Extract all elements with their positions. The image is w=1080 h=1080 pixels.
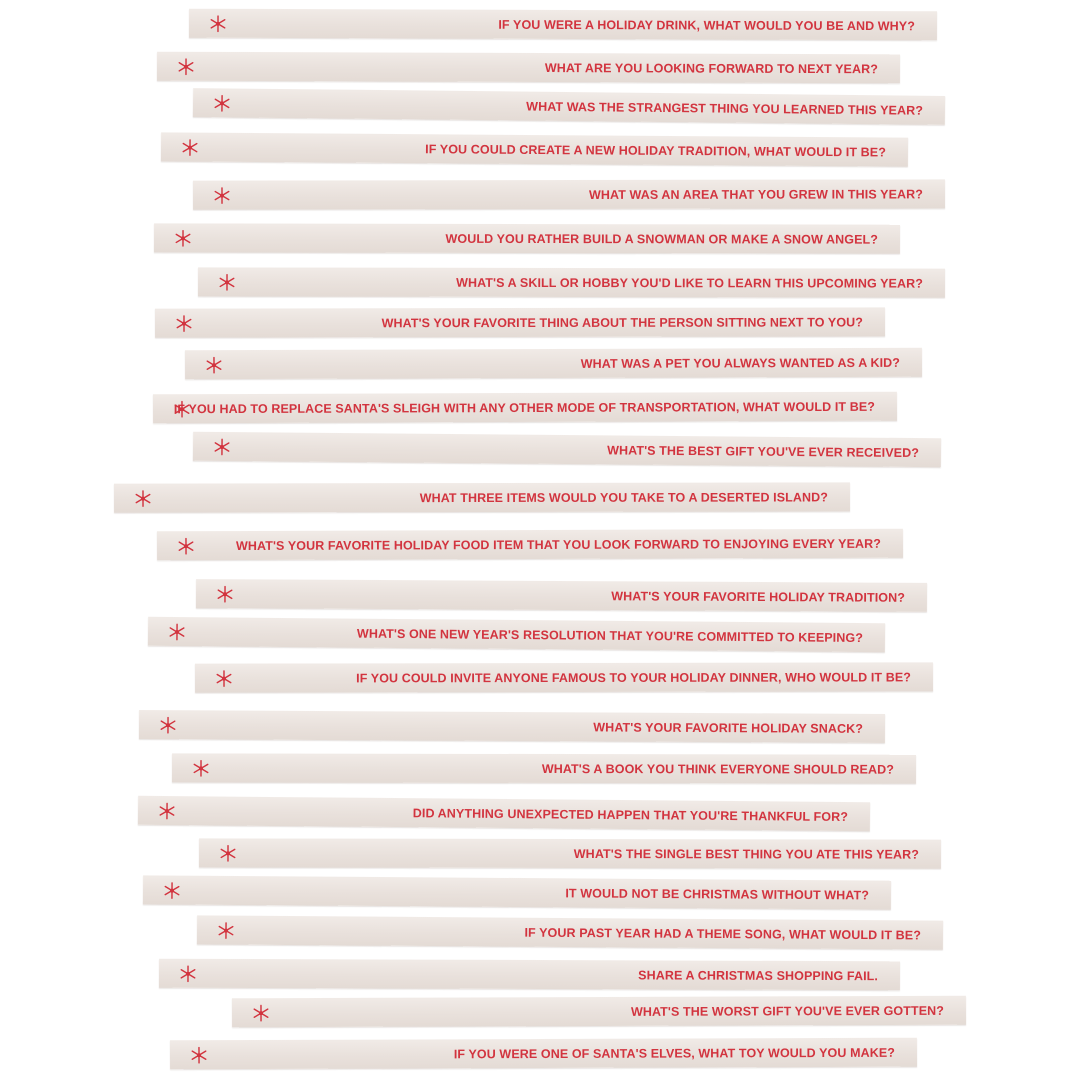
- sparkle-star-icon: [179, 964, 197, 982]
- question-strip: [189, 9, 937, 41]
- question-text: SHARE A CHRISTMAS SHOPPING FAIL.: [638, 967, 879, 983]
- sparkle-star-icon: [174, 229, 192, 247]
- question-text: IF YOU WERE A HOLIDAY DRINK, WHAT WOULD YOU BE AND WHY?: [498, 17, 916, 33]
- sparkle-star-icon: [168, 622, 186, 640]
- question-strip: [157, 52, 900, 84]
- question-text: WHAT'S THE BEST GIFT YOU'VE EVER RECEIVED?: [607, 442, 920, 460]
- sparkle-star-icon: [159, 716, 177, 734]
- question-text: WHAT'S YOUR FAVORITE HOLIDAY SNACK?: [593, 719, 864, 736]
- question-text: WHAT'S YOUR FAVORITE HOLIDAY FOOD ITEM THAT YOU LOOK FORWARD TO ENJOYING EVERY YEAR?: [235, 536, 882, 553]
- question-strip: [153, 392, 897, 424]
- question-text: IT WOULD NOT BE CHRISTMAS WITHOUT WHAT?: [565, 885, 870, 902]
- question-text: IF YOU COULD CREATE A NEW HOLIDAY TRADITION, WHAT WOULD IT BE?: [425, 141, 887, 159]
- question-text: WHAT'S THE WORST GIFT YOU'VE EVER GOTTEN?: [630, 1003, 945, 1019]
- question-strip: [199, 838, 941, 868]
- question-strip: [154, 223, 900, 253]
- question-strip: [161, 132, 908, 166]
- question-strip: [198, 267, 945, 297]
- question-text: WHAT'S ONE NEW YEAR'S RESOLUTION THAT YOU'RE COMMITTED TO KEEPING?: [356, 626, 864, 645]
- sparkle-star-icon: [158, 801, 176, 819]
- sparkle-star-icon: [177, 57, 195, 75]
- question-strip: [157, 529, 903, 561]
- question-strip: [143, 875, 891, 909]
- question-text: WHAT WAS AN AREA THAT YOU GREW IN THIS YEAR?: [588, 186, 924, 202]
- question-strip: [193, 179, 945, 209]
- sparkle-star-icon: [252, 1004, 270, 1022]
- question-strip: [193, 432, 941, 468]
- question-strip: [170, 1038, 917, 1070]
- question-text: DID ANYTHING UNEXPECTED HAPPEN THAT YOU'RE THANKFUL FOR?: [412, 805, 849, 824]
- question-text: WHAT'S A SKILL OR HOBBY YOU'D LIKE TO LEARN THIS UPCOMING YEAR?: [456, 275, 924, 291]
- question-text: IF YOUR PAST YEAR HAD A THEME SONG, WHAT WOULD IT BE?: [524, 925, 922, 942]
- question-strip: [195, 662, 933, 692]
- sparkle-star-icon: [181, 138, 199, 156]
- question-text: WHAT'S YOUR FAVORITE THING ABOUT THE PERSON SITTING NEXT TO YOU?: [381, 314, 864, 330]
- sparkle-star-icon: [213, 186, 231, 204]
- question-text: WHAT'S YOUR FAVORITE HOLIDAY TRADITION?: [611, 588, 906, 605]
- question-text: WHAT'S THE SINGLE BEST THING YOU ATE THIS YEAR?: [573, 846, 920, 862]
- sparkle-star-icon: [205, 356, 223, 374]
- sparkle-star-icon: [175, 314, 193, 332]
- question-text: WHAT'S A BOOK YOU THINK EVERYONE SHOULD READ?: [541, 761, 895, 777]
- question-strip: [138, 796, 870, 831]
- question-text: IF YOU HAD TO REPLACE SANTA'S SLEIGH WITH ANY OTHER MODE OF TRANSPORTATION, WHAT WOULD IT BE?: [173, 399, 876, 416]
- sparkle-star-icon: [134, 489, 152, 507]
- question-text: IF YOU COULD INVITE ANYONE FAMOUS TO YOUR HOLIDAY DINNER, WHO WOULD IT BE?: [356, 669, 912, 685]
- question-text: WHAT WAS A PET YOU ALWAYS WANTED AS A KID?: [580, 355, 901, 371]
- sparkle-star-icon: [213, 437, 231, 455]
- question-strip: [139, 710, 885, 743]
- sparkle-star-icon: [215, 669, 233, 687]
- question-strip: [232, 996, 966, 1028]
- sparkle-star-icon: [192, 759, 210, 777]
- question-strip: [197, 915, 943, 949]
- question-text: WHAT WAS THE STRANGEST THING YOU LEARNED THIS YEAR?: [526, 99, 924, 118]
- sparkle-star-icon: [177, 537, 195, 555]
- question-strip: [193, 88, 945, 125]
- sparkle-star-icon: [218, 273, 236, 291]
- sparkle-star-icon: [209, 14, 227, 32]
- sparkle-star-icon: [190, 1046, 208, 1064]
- question-text: IF YOU WERE ONE OF SANTA'S ELVES, WHAT TOY WOULD YOU MAKE?: [453, 1045, 896, 1061]
- sparkle-star-icon: [219, 844, 237, 862]
- question-strip: [159, 959, 900, 991]
- question-text: WHAT ARE YOU LOOKING FORWARD TO NEXT YEAR?: [544, 60, 879, 76]
- question-strip: [185, 348, 922, 380]
- question-text: WOULD YOU RATHER BUILD A SNOWMAN OR MAKE A SNOW ANGEL?: [445, 231, 879, 247]
- question-strip: [172, 753, 916, 783]
- question-strip: [114, 482, 850, 512]
- sparkle-star-icon: [213, 94, 231, 112]
- question-strip: [148, 617, 885, 652]
- question-strip: [155, 307, 885, 337]
- question-strip: [196, 579, 927, 612]
- sparkle-star-icon: [216, 585, 234, 603]
- question-text: WHAT THREE ITEMS WOULD YOU TAKE TO A DESERTED ISLAND?: [419, 489, 829, 505]
- sparkle-star-icon: [217, 921, 235, 939]
- sparkle-star-icon: [163, 881, 181, 899]
